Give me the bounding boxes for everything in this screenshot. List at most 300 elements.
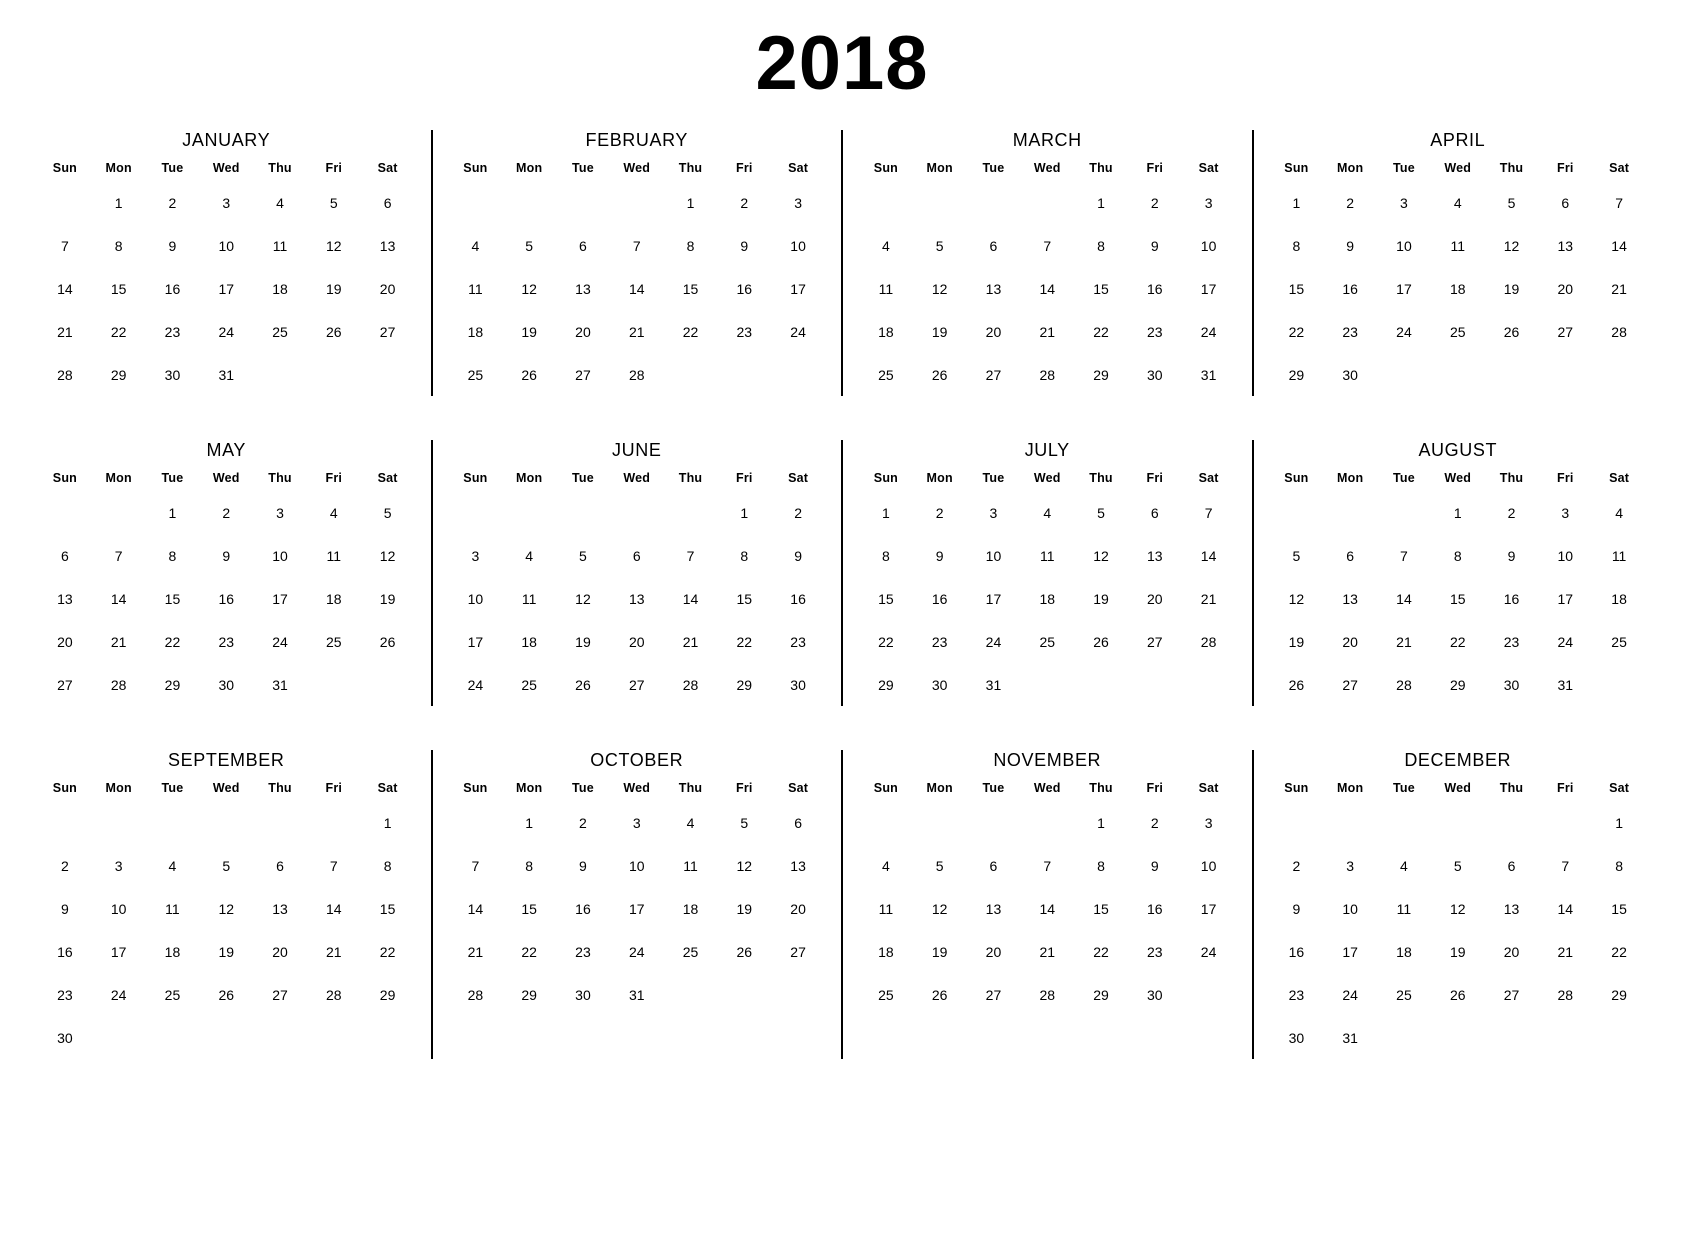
day-cell[interactable]: 25 (1039, 633, 1056, 650)
day-cell[interactable]: 19 (575, 633, 591, 650)
day-cell[interactable]: 24 (1557, 633, 1574, 650)
day-cell[interactable]: 22 (1449, 633, 1466, 650)
day-cell[interactable]: 1 (1453, 504, 1462, 521)
day-cell[interactable]: 30 (1147, 986, 1163, 1003)
day-cell[interactable]: 28 (467, 986, 484, 1003)
day-cell[interactable]: 12 (931, 900, 948, 917)
day-cell[interactable]: 30 (931, 676, 948, 693)
day-cell[interactable]: 30 (1342, 366, 1358, 383)
day-cell[interactable]: 3 (632, 814, 641, 831)
day-cell[interactable]: 15 (878, 590, 894, 607)
day-cell[interactable]: 15 (1611, 900, 1627, 917)
day-cell[interactable]: 23 (1503, 633, 1520, 650)
day-cell[interactable]: 17 (1396, 280, 1412, 297)
day-cell[interactable]: 15 (110, 280, 127, 297)
day-cell[interactable]: 12 (379, 547, 396, 564)
day-cell[interactable]: 6 (1346, 547, 1355, 564)
day-cell[interactable]: 8 (525, 857, 534, 874)
day-cell[interactable]: 9 (579, 857, 587, 874)
day-cell[interactable]: 21 (326, 943, 342, 960)
day-cell[interactable]: 8 (1097, 857, 1105, 874)
day-cell[interactable]: 4 (471, 237, 480, 254)
day-cell[interactable]: 1 (168, 504, 177, 521)
day-cell[interactable]: 12 (931, 280, 948, 297)
day-cell[interactable]: 5 (1507, 194, 1516, 211)
day-cell[interactable]: 28 (1557, 986, 1574, 1003)
day-cell[interactable]: 12 (736, 857, 753, 874)
day-cell[interactable]: 8 (114, 237, 123, 254)
day-cell[interactable]: 11 (1039, 547, 1055, 564)
day-cell[interactable]: 14 (1039, 280, 1056, 297)
day-cell[interactable]: 21 (1396, 633, 1412, 650)
day-cell[interactable]: 17 (1342, 943, 1358, 960)
day-cell[interactable]: 17 (467, 633, 484, 650)
day-cell[interactable]: 14 (57, 280, 73, 297)
day-cell[interactable]: 19 (1503, 280, 1520, 297)
day-cell[interactable]: 11 (683, 857, 698, 874)
day-cell[interactable]: 13 (575, 280, 591, 297)
day-cell[interactable]: 2 (60, 857, 69, 874)
day-cell[interactable]: 29 (164, 676, 181, 693)
day-cell[interactable]: 18 (467, 323, 484, 340)
day-cell[interactable]: 10 (628, 857, 645, 874)
day-cell[interactable]: 23 (1342, 323, 1358, 340)
day-cell[interactable]: 29 (110, 366, 127, 383)
day-cell[interactable]: 13 (57, 590, 73, 607)
day-cell[interactable]: 5 (1097, 504, 1105, 521)
day-cell[interactable]: 22 (110, 323, 127, 340)
day-cell[interactable]: 25 (878, 986, 894, 1003)
day-cell[interactable]: 2 (1346, 194, 1355, 211)
day-cell[interactable]: 2 (740, 194, 749, 211)
day-cell[interactable]: 10 (1557, 547, 1574, 564)
day-cell[interactable]: 28 (628, 366, 645, 383)
day-cell[interactable]: 13 (985, 280, 1002, 297)
day-cell[interactable]: 1 (1615, 814, 1623, 831)
day-cell[interactable]: 13 (1503, 900, 1520, 917)
day-cell[interactable]: 4 (1453, 194, 1462, 211)
day-cell[interactable]: 20 (379, 280, 396, 297)
day-cell[interactable]: 3 (276, 504, 284, 521)
day-cell[interactable]: 7 (329, 857, 338, 874)
day-cell[interactable]: 13 (1342, 590, 1358, 607)
day-cell[interactable]: 21 (1039, 943, 1056, 960)
day-cell[interactable]: 23 (218, 633, 235, 650)
day-cell[interactable]: 6 (383, 194, 392, 211)
day-cell[interactable]: 23 (736, 323, 753, 340)
day-cell[interactable]: 7 (114, 547, 123, 564)
day-cell[interactable]: 1 (114, 194, 123, 211)
day-cell[interactable]: 9 (1292, 900, 1301, 917)
day-cell[interactable]: 18 (1611, 590, 1627, 607)
day-cell[interactable]: 27 (790, 943, 806, 960)
day-cell[interactable]: 10 (985, 547, 1002, 564)
day-cell[interactable]: 21 (682, 633, 699, 650)
day-cell[interactable]: 28 (1039, 986, 1056, 1003)
day-cell[interactable]: 22 (878, 633, 894, 650)
day-cell[interactable]: 25 (326, 633, 342, 650)
day-cell[interactable]: 26 (326, 323, 342, 340)
day-cell[interactable]: 19 (326, 280, 342, 297)
day-cell[interactable]: 22 (736, 633, 753, 650)
day-cell[interactable]: 7 (1561, 857, 1570, 874)
day-cell[interactable]: 25 (1449, 323, 1466, 340)
day-cell[interactable]: 10 (467, 590, 484, 607)
day-cell[interactable]: 6 (276, 857, 284, 874)
day-cell[interactable]: 17 (1557, 590, 1574, 607)
day-cell[interactable]: 1 (1097, 814, 1105, 831)
day-cell[interactable]: 6 (579, 237, 587, 254)
day-cell[interactable]: 27 (57, 676, 73, 693)
day-cell[interactable]: 3 (114, 857, 123, 874)
day-cell[interactable]: 4 (881, 237, 890, 254)
day-cell[interactable]: 12 (218, 900, 235, 917)
day-cell[interactable]: 1 (1292, 194, 1301, 211)
day-cell[interactable]: 14 (1200, 547, 1217, 564)
day-cell[interactable]: 11 (1396, 900, 1412, 917)
day-cell[interactable]: 16 (1503, 590, 1520, 607)
day-cell[interactable]: 13 (272, 900, 288, 917)
day-cell[interactable]: 2 (935, 504, 944, 521)
day-cell[interactable]: 4 (276, 194, 284, 211)
day-cell[interactable]: 20 (628, 633, 645, 650)
day-cell[interactable]: 23 (1147, 323, 1163, 340)
day-cell[interactable]: 17 (1200, 280, 1217, 297)
day-cell[interactable]: 31 (628, 986, 645, 1003)
day-cell[interactable]: 7 (1615, 194, 1623, 211)
day-cell[interactable]: 21 (1039, 323, 1056, 340)
day-cell[interactable]: 23 (931, 633, 948, 650)
day-cell[interactable]: 1 (383, 814, 392, 831)
day-cell[interactable]: 28 (1396, 676, 1412, 693)
day-cell[interactable]: 23 (1288, 986, 1305, 1003)
day-cell[interactable]: 17 (272, 590, 288, 607)
day-cell[interactable]: 7 (1043, 857, 1052, 874)
day-cell[interactable]: 5 (579, 547, 587, 564)
day-cell[interactable]: 6 (1150, 504, 1159, 521)
day-cell[interactable]: 26 (1093, 633, 1109, 650)
day-cell[interactable]: 11 (878, 900, 894, 917)
day-cell[interactable]: 29 (1288, 366, 1305, 383)
day-cell[interactable]: 16 (1342, 280, 1358, 297)
day-cell[interactable]: 22 (164, 633, 181, 650)
day-cell[interactable]: 2 (1150, 194, 1159, 211)
day-cell[interactable]: 4 (1615, 504, 1623, 521)
day-cell[interactable]: 26 (1288, 676, 1305, 693)
day-cell[interactable]: 18 (1449, 280, 1466, 297)
day-cell[interactable]: 19 (931, 943, 948, 960)
day-cell[interactable]: 21 (1200, 590, 1217, 607)
day-cell[interactable]: 27 (1342, 676, 1358, 693)
day-cell[interactable]: 2 (1507, 504, 1516, 521)
day-cell[interactable]: 25 (1396, 986, 1412, 1003)
day-cell[interactable]: 22 (1093, 943, 1109, 960)
day-cell[interactable]: 4 (525, 547, 534, 564)
day-cell[interactable]: 25 (682, 943, 699, 960)
day-cell[interactable]: 5 (1453, 857, 1462, 874)
day-cell[interactable]: 29 (1093, 366, 1109, 383)
day-cell[interactable]: 6 (1507, 857, 1516, 874)
day-cell[interactable]: 21 (110, 633, 127, 650)
day-cell[interactable]: 1 (686, 194, 695, 211)
day-cell[interactable]: 10 (1396, 237, 1412, 254)
day-cell[interactable]: 30 (218, 676, 235, 693)
day-cell[interactable]: 1 (1097, 194, 1105, 211)
day-cell[interactable]: 21 (57, 323, 73, 340)
day-cell[interactable]: 20 (790, 900, 806, 917)
day-cell[interactable]: 3 (989, 504, 998, 521)
day-cell[interactable]: 2 (794, 504, 802, 521)
day-cell[interactable]: 31 (218, 366, 235, 383)
day-cell[interactable]: 23 (1147, 943, 1163, 960)
day-cell[interactable]: 15 (379, 900, 396, 917)
day-cell[interactable]: 4 (881, 857, 890, 874)
day-cell[interactable]: 16 (218, 590, 235, 607)
day-cell[interactable]: 16 (736, 280, 753, 297)
day-cell[interactable]: 24 (1396, 323, 1412, 340)
day-cell[interactable]: 3 (471, 547, 480, 564)
day-cell[interactable]: 26 (1449, 986, 1466, 1003)
day-cell[interactable]: 16 (164, 280, 181, 297)
day-cell[interactable]: 19 (379, 590, 396, 607)
day-cell[interactable]: 3 (1346, 857, 1355, 874)
day-cell[interactable]: 7 (1043, 237, 1052, 254)
day-cell[interactable]: 4 (1400, 857, 1408, 874)
day-cell[interactable]: 28 (1611, 323, 1627, 340)
day-cell[interactable]: 18 (878, 323, 894, 340)
day-cell[interactable]: 22 (521, 943, 537, 960)
day-cell[interactable]: 20 (1147, 590, 1163, 607)
day-cell[interactable]: 10 (790, 237, 806, 254)
day-cell[interactable]: 16 (931, 590, 948, 607)
day-cell[interactable]: 29 (521, 986, 537, 1003)
day-cell[interactable]: 25 (272, 323, 288, 340)
day-cell[interactable]: 16 (1147, 900, 1163, 917)
day-cell[interactable]: 11 (878, 280, 894, 297)
day-cell[interactable]: 14 (682, 590, 699, 607)
day-cell[interactable]: 2 (168, 194, 177, 211)
day-cell[interactable]: 27 (1503, 986, 1520, 1003)
day-cell[interactable]: 28 (682, 676, 699, 693)
day-cell[interactable]: 9 (794, 547, 802, 564)
day-cell[interactable]: 15 (1288, 280, 1305, 297)
day-cell[interactable]: 31 (1557, 676, 1574, 693)
day-cell[interactable]: 10 (1342, 900, 1358, 917)
day-cell[interactable]: 17 (985, 590, 1002, 607)
day-cell[interactable]: 26 (736, 943, 753, 960)
day-cell[interactable]: 30 (57, 1029, 73, 1046)
day-cell[interactable]: 28 (110, 676, 127, 693)
day-cell[interactable]: 5 (935, 857, 944, 874)
day-cell[interactable]: 12 (1449, 900, 1466, 917)
day-cell[interactable]: 12 (575, 590, 591, 607)
day-cell[interactable]: 23 (57, 986, 73, 1003)
day-cell[interactable]: 29 (1449, 676, 1466, 693)
day-cell[interactable]: 13 (1147, 547, 1163, 564)
day-cell[interactable]: 27 (575, 366, 591, 383)
day-cell[interactable]: 4 (329, 504, 338, 521)
day-cell[interactable]: 8 (1292, 237, 1301, 254)
day-cell[interactable]: 26 (521, 366, 537, 383)
day-cell[interactable]: 24 (628, 943, 645, 960)
day-cell[interactable]: 27 (985, 986, 1002, 1003)
day-cell[interactable]: 18 (1039, 590, 1056, 607)
day-cell[interactable]: 11 (468, 280, 483, 297)
day-cell[interactable]: 8 (740, 547, 749, 564)
day-cell[interactable]: 24 (467, 676, 484, 693)
day-cell[interactable]: 3 (1561, 504, 1570, 521)
day-cell[interactable]: 17 (628, 900, 645, 917)
day-cell[interactable]: 22 (1288, 323, 1305, 340)
day-cell[interactable]: 25 (878, 366, 894, 383)
day-cell[interactable]: 26 (931, 366, 948, 383)
day-cell[interactable]: 10 (1200, 237, 1217, 254)
day-cell[interactable]: 23 (164, 323, 181, 340)
day-cell[interactable]: 6 (989, 237, 998, 254)
day-cell[interactable]: 15 (682, 280, 699, 297)
day-cell[interactable]: 15 (164, 590, 181, 607)
day-cell[interactable]: 21 (1557, 943, 1574, 960)
day-cell[interactable]: 30 (164, 366, 181, 383)
day-cell[interactable]: 11 (165, 900, 180, 917)
day-cell[interactable]: 14 (1039, 900, 1056, 917)
day-cell[interactable]: 16 (790, 590, 806, 607)
day-cell[interactable]: 31 (1342, 1029, 1358, 1046)
day-cell[interactable]: 8 (1453, 547, 1462, 564)
day-cell[interactable]: 5 (525, 237, 534, 254)
day-cell[interactable]: 11 (272, 237, 288, 254)
day-cell[interactable]: 19 (1288, 633, 1305, 650)
day-cell[interactable]: 28 (1039, 366, 1056, 383)
day-cell[interactable]: 4 (168, 857, 177, 874)
day-cell[interactable]: 20 (985, 943, 1002, 960)
day-cell[interactable]: 10 (110, 900, 127, 917)
day-cell[interactable]: 24 (1200, 943, 1217, 960)
day-cell[interactable]: 5 (383, 504, 392, 521)
day-cell[interactable]: 23 (790, 633, 806, 650)
day-cell[interactable]: 15 (1093, 280, 1109, 297)
day-cell[interactable]: 16 (1288, 943, 1305, 960)
day-cell[interactable]: 28 (57, 366, 73, 383)
day-cell[interactable]: 20 (1503, 943, 1520, 960)
day-cell[interactable]: 24 (790, 323, 806, 340)
day-cell[interactable]: 28 (326, 986, 342, 1003)
day-cell[interactable]: 1 (881, 504, 890, 521)
day-cell[interactable]: 18 (878, 943, 894, 960)
day-cell[interactable]: 31 (1200, 366, 1217, 383)
day-cell[interactable]: 15 (521, 900, 537, 917)
day-cell[interactable]: 2 (579, 814, 587, 831)
day-cell[interactable]: 17 (1200, 900, 1217, 917)
day-cell[interactable]: 15 (736, 590, 753, 607)
day-cell[interactable]: 18 (682, 900, 699, 917)
day-cell[interactable]: 5 (1292, 547, 1301, 564)
day-cell[interactable]: 6 (794, 814, 802, 831)
day-cell[interactable]: 12 (1503, 237, 1520, 254)
day-cell[interactable]: 13 (1557, 237, 1574, 254)
day-cell[interactable]: 11 (326, 547, 342, 564)
day-cell[interactable]: 29 (379, 986, 396, 1003)
day-cell[interactable]: 1 (525, 814, 534, 831)
day-cell[interactable]: 24 (1200, 323, 1217, 340)
day-cell[interactable]: 9 (1346, 237, 1355, 254)
day-cell[interactable]: 11 (1611, 547, 1627, 564)
day-cell[interactable]: 24 (272, 633, 288, 650)
day-cell[interactable]: 22 (1093, 323, 1109, 340)
day-cell[interactable]: 20 (272, 943, 288, 960)
day-cell[interactable]: 19 (521, 323, 537, 340)
day-cell[interactable]: 3 (1400, 194, 1408, 211)
day-cell[interactable]: 8 (881, 547, 890, 564)
day-cell[interactable]: 9 (222, 547, 231, 564)
day-cell[interactable]: 3 (794, 194, 802, 211)
day-cell[interactable]: 8 (1097, 237, 1105, 254)
day-cell[interactable]: 14 (326, 900, 342, 917)
day-cell[interactable]: 30 (1503, 676, 1520, 693)
day-cell[interactable]: 29 (1611, 986, 1627, 1003)
day-cell[interactable]: 22 (379, 943, 396, 960)
day-cell[interactable]: 12 (521, 280, 537, 297)
day-cell[interactable]: 6 (60, 547, 69, 564)
day-cell[interactable]: 26 (379, 633, 396, 650)
day-cell[interactable]: 11 (521, 590, 537, 607)
day-cell[interactable]: 31 (985, 676, 1002, 693)
day-cell[interactable]: 18 (521, 633, 537, 650)
day-cell[interactable]: 24 (218, 323, 235, 340)
day-cell[interactable]: 29 (1093, 986, 1109, 1003)
day-cell[interactable]: 9 (168, 237, 177, 254)
day-cell[interactable]: 19 (1093, 590, 1109, 607)
day-cell[interactable]: 25 (467, 366, 484, 383)
day-cell[interactable]: 7 (686, 547, 695, 564)
day-cell[interactable]: 13 (985, 900, 1002, 917)
day-cell[interactable]: 14 (1396, 590, 1412, 607)
day-cell[interactable]: 14 (628, 280, 645, 297)
day-cell[interactable]: 6 (989, 857, 998, 874)
day-cell[interactable]: 16 (1147, 280, 1163, 297)
day-cell[interactable]: 8 (168, 547, 177, 564)
day-cell[interactable]: 18 (1396, 943, 1412, 960)
day-cell[interactable]: 9 (1150, 237, 1159, 254)
day-cell[interactable]: 2 (222, 504, 231, 521)
day-cell[interactable]: 25 (164, 986, 181, 1003)
day-cell[interactable]: 6 (1561, 194, 1570, 211)
day-cell[interactable]: 9 (60, 900, 69, 917)
day-cell[interactable]: 26 (931, 986, 948, 1003)
day-cell[interactable]: 12 (1093, 547, 1109, 564)
day-cell[interactable]: 23 (575, 943, 591, 960)
day-cell[interactable]: 13 (628, 590, 645, 607)
day-cell[interactable]: 29 (736, 676, 753, 693)
day-cell[interactable]: 3 (1204, 814, 1213, 831)
day-cell[interactable]: 20 (985, 323, 1002, 340)
day-cell[interactable]: 2 (1292, 857, 1301, 874)
day-cell[interactable]: 30 (1288, 1029, 1305, 1046)
day-cell[interactable]: 19 (218, 943, 235, 960)
day-cell[interactable]: 21 (467, 943, 484, 960)
day-cell[interactable]: 7 (60, 237, 69, 254)
day-cell[interactable]: 14 (1611, 237, 1627, 254)
day-cell[interactable]: 25 (1611, 633, 1627, 650)
day-cell[interactable]: 5 (740, 814, 749, 831)
day-cell[interactable]: 19 (1449, 943, 1466, 960)
day-cell[interactable]: 21 (628, 323, 645, 340)
day-cell[interactable]: 30 (575, 986, 591, 1003)
day-cell[interactable]: 26 (1503, 323, 1520, 340)
day-cell[interactable]: 4 (686, 814, 695, 831)
day-cell[interactable]: 14 (467, 900, 484, 917)
day-cell[interactable]: 5 (329, 194, 338, 211)
